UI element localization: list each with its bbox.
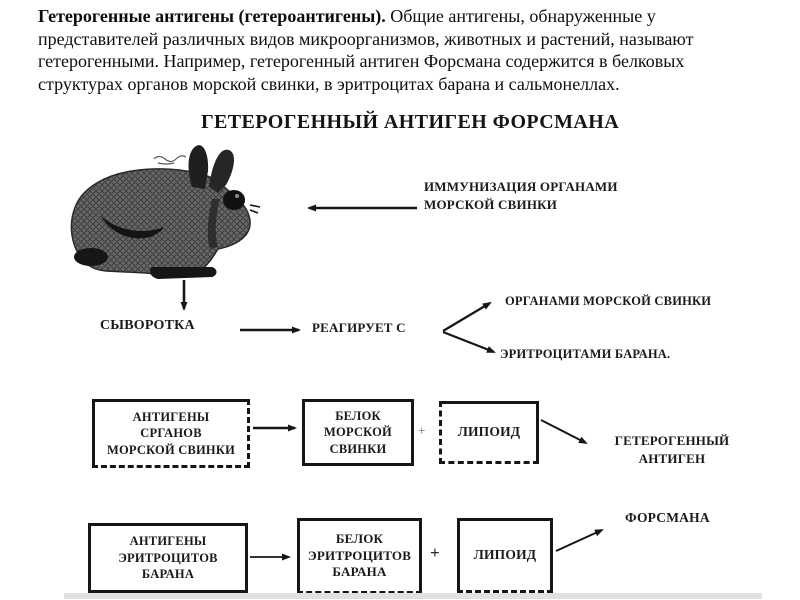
intro-line-1 <box>38 5 778 28</box>
box-line: СРГАНОВ <box>140 426 202 441</box>
serum-label: СЫВОРОТКА <box>100 318 195 333</box>
box-sheep-erythrocyte-protein <box>297 518 422 594</box>
rabbit-illustration <box>66 143 270 295</box>
row1-lipoid-to-result-arrow <box>541 420 586 443</box>
box-line: ЭРИТРОЦИТОВ <box>307 547 412 563</box>
diagram-title: ГЕТЕРОГЕННЫЙ АНТИГЕН ФОРСМАНА <box>200 111 620 133</box>
rabbit-hind-foot <box>74 248 108 266</box>
box-line: МОРСКОЙ <box>324 425 392 440</box>
fork-top-arrow <box>443 303 490 331</box>
result-forssman: ФОРСМАНА <box>625 510 710 525</box>
box-line: АНТИГЕНЫ <box>129 534 207 549</box>
rabbit-front-feet <box>150 267 217 279</box>
rabbit-eye <box>223 190 245 210</box>
intro-line-4: структурах органов морской свинки, в эритроцитах барана и сальмонеллах. <box>38 73 620 94</box>
box-line: БЕЛОК <box>335 408 381 423</box>
rabbit-ear-front <box>209 150 234 193</box>
immunization-label-line1: ИММУНИЗАЦИЯ ОРГАНАМИ <box>424 179 618 194</box>
intro-line-1-rest: Общие антигены, обнаруженные у <box>385 6 656 26</box>
box-line: АНТИГЕНЫ <box>132 409 210 424</box>
result-line: АНТИГЕН <box>638 451 706 466</box>
result-heterogeneous-antigen <box>597 432 747 468</box>
intro-lead-bold: Гетерогенные антигены (гетероантигены). <box>38 6 386 26</box>
box-guinea-pig-protein <box>302 399 414 466</box>
box-lipoid-row1 <box>439 401 539 464</box>
plus-sign-row2: + <box>430 543 440 562</box>
rabbit-ear-back <box>189 145 209 189</box>
box-line: МОРСКОЙ СВИНКИ <box>106 442 236 457</box>
row2-lipoid-to-result-arrow <box>556 530 602 551</box>
box-line: ЛИПОИД <box>457 424 521 440</box>
box-line: БАРАНА <box>332 564 387 580</box>
result-line: ГЕТЕРОГЕННЫЙ <box>614 433 730 448</box>
fork-label-organs: ОРГАНАМИ МОРСКОЙ СВИНКИ <box>505 294 712 308</box>
box-line: ЭРИТРОЦИТОВ <box>118 550 218 565</box>
intro-paragraph <box>38 5 778 95</box>
rabbit-eye-highlight <box>235 194 239 198</box>
rabbit-nose <box>250 205 260 213</box>
box-line: ЛИПОИД <box>473 547 537 563</box>
box-line: СВИНКИ <box>329 441 387 456</box>
box-lipoid-row2 <box>457 518 553 593</box>
box-line: БЕЛОК <box>335 531 384 547</box>
fork-label-erythrocytes: ЭРИТРОЦИТАМИ БАРАНА. <box>500 347 671 361</box>
intro-line-2: представителей различных видов микроорганизмов, животных и растений, называют <box>38 28 694 49</box>
box-line: БАРАНА <box>141 567 195 582</box>
fork-bottom-arrow <box>443 332 494 352</box>
immunization-label-line2: МОРСКОЙ СВИНКИ <box>424 197 558 212</box>
scan-bottom-band <box>64 593 762 599</box>
reacts-with-label: РЕАГИРУЕТ С <box>312 320 406 335</box>
box-antigens-guinea-pig-organs <box>92 399 250 468</box>
box-antigens-sheep-erythrocytes <box>88 523 248 593</box>
handwritten-note <box>154 156 186 164</box>
plus-sign-row1: + <box>418 423 426 438</box>
intro-line-3: гетерогенными. Например, гетерогенный антиген Форсмана содержится в белковых <box>38 51 685 72</box>
rabbit-image <box>66 143 270 295</box>
